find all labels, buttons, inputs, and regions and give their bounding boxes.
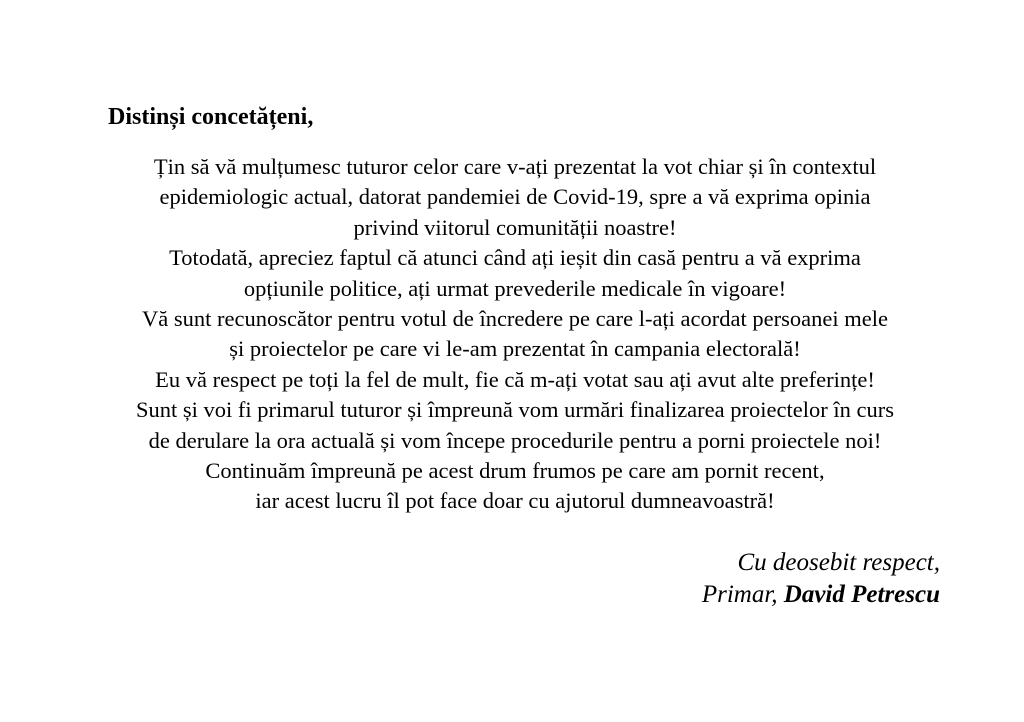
letter-greeting: Distinși concetățeni, [108, 104, 314, 130]
closing-salutation: Cu deosebit respect, [737, 549, 940, 576]
letter-body [60, 152, 970, 517]
letter-body-line: Eu vă respect pe toți la fel de mult, fie că m-ați votat sau ați avut alte preferințe! [155, 366, 875, 392]
letter-body-line: de derulare la ora actuală și vom începe procedurile pentru a porni proiectele noi! [148, 427, 882, 453]
signer-name: David Petrescu [783, 581, 940, 608]
signature-line [620, 579, 940, 611]
signer-title: Primar, [701, 581, 778, 608]
letter-body-line: Totodată, apreciez faptul că atunci când ați ieșit din casă pentru a vă exprima [169, 245, 861, 271]
letter-body-line: iar acest lucru îl pot face doar cu ajutorul dumneavoastră! [255, 488, 775, 514]
letter-body-line: Țin să vă mulțumesc tuturor celor care v-ați prezentat la vot chiar și în contextul [153, 154, 877, 179]
letter-closing [620, 547, 940, 611]
letter-body-line: opțiunile politice, ați urmat prevederile medicale în vigoare! [243, 275, 787, 301]
letter-body-line: Continuăm împreună pe acest drum frumos pe care am pornit recent, [205, 458, 825, 484]
letter-body-line: privind viitorul comunității noastre! [353, 214, 677, 240]
letter-body-line: epidemiologic actual, datorat pandemiei de Covid-19, spre a vă exprima opinia [159, 184, 871, 210]
letter-body-line: Sunt și voi fi primarul tuturor și împreună vom urmări finalizarea proiectelor în curs [136, 397, 894, 423]
letter-body-line: Vă sunt recunoscător pentru votul de încredere pe care l-ați acordat persoanei mele [142, 306, 888, 332]
letter-body-line: și proiectelor pe care vi le-am prezentat în campania electorală! [229, 336, 801, 362]
